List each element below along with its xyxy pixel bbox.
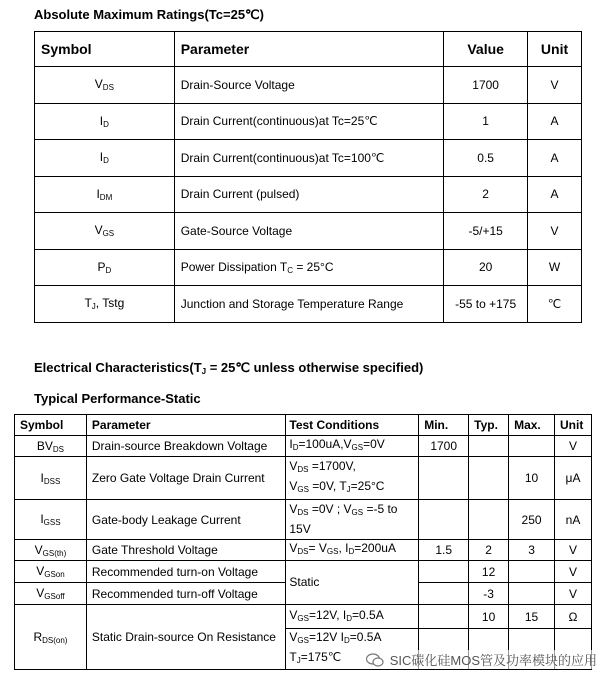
min-cell [419, 561, 469, 583]
unit-cell: A [528, 140, 582, 177]
abs-max-header-row [35, 32, 582, 67]
parameter-cell: Static Drain-source On Resistance [86, 605, 285, 670]
elec-subheading: Typical Performance-Static [34, 391, 201, 406]
symbol-cell: $BV_{DS}$ [15, 436, 87, 457]
test-conditions-cell: $V_{DS}= V_{GS}$, $I_D=200uA$ [286, 540, 419, 561]
parameter-cell: Drain Current(continuous)at Tc=25℃ [174, 103, 444, 140]
value-cell: 1700 [444, 67, 528, 104]
table-row [15, 436, 592, 457]
typ-cell: 2 [469, 540, 509, 561]
test-conditions-cell: $V_{DS} =1700V$, $V_{GS} =0V$, $T_J=25^\circ C$ [286, 457, 419, 500]
header-symbol: Symbol [15, 415, 87, 436]
max-cell: 10 [509, 457, 555, 500]
header-symbol: Symbol [35, 32, 175, 67]
symbol-cell: $V_{GS(th)}$ [15, 540, 87, 561]
unit-cell: V [555, 540, 592, 561]
parameter-cell: Drain-source Breakdown Voltage [86, 436, 285, 457]
symbol-cell: $V_{GS}$ [35, 213, 175, 250]
watermark: SIC碳化硅MOS管及功率模块的应用 [366, 650, 597, 669]
unit-cell: V [528, 213, 582, 250]
header-value: Value [444, 32, 528, 67]
max-cell [509, 583, 555, 605]
unit-cell: V [555, 436, 592, 457]
header-unit: Unit [528, 32, 582, 67]
unit-cell: μA [555, 457, 592, 500]
table-row [15, 500, 592, 540]
unit-cell: V [555, 561, 592, 583]
max-cell [509, 436, 555, 457]
elec-heading: Electrical $Characteristics(T_J$ = 25℃ unless otherwise specified) [34, 360, 424, 376]
table-row [15, 457, 592, 500]
parameter-cell: Junction and Storage Temperature Range [174, 286, 444, 323]
symbol-cell: $R_{DS(on)}$ [15, 605, 87, 670]
symbol-cell: $I_D$ [35, 140, 175, 177]
table-row [15, 605, 592, 629]
parameter-cell: Gate-Source Voltage [174, 213, 444, 250]
abs-max-heading: Absolute Maximum Ratings(Tc=25℃) [34, 7, 264, 22]
min-cell: 1700 [419, 436, 469, 457]
unit-cell: W [528, 249, 582, 286]
unit-cell: Ω [555, 605, 592, 629]
test-conditions-cell: $I_D=100uA,V_{GS}=0V$ [286, 436, 419, 457]
typ-cell: 10 [469, 605, 509, 629]
parameter-cell: Recommended turn-on Voltage [86, 561, 285, 583]
parameter-cell: Gate Threshold Voltage [86, 540, 285, 561]
parameter-cell: Recommended turn-off Voltage [86, 583, 285, 605]
table-row [15, 540, 592, 561]
value-cell: 2 [444, 176, 528, 213]
wechat-icon [366, 653, 384, 667]
symbol-cell: $V_{DS}$ [35, 67, 175, 104]
abs-max-table [34, 31, 582, 323]
unit-cell: V [555, 583, 592, 605]
symbol-cell: $I_{GSS}$ [15, 500, 87, 540]
parameter-cell: Power Dissipation $T_C = 25^\circ C$ [174, 249, 444, 286]
unit-cell: V [528, 67, 582, 104]
unit-cell: A [528, 176, 582, 213]
symbol-cell: $T_J$, Tstg [35, 286, 175, 323]
table-row [35, 213, 582, 250]
max-cell: 15 [509, 605, 555, 629]
typ-cell: 12 [469, 561, 509, 583]
header-unit: Unit [555, 415, 592, 436]
value-cell: -5/+15 [444, 213, 528, 250]
header-max: Max. [509, 415, 555, 436]
min-cell [419, 457, 469, 500]
test-conditions-cell: Static [286, 561, 419, 605]
value-cell: -55 to +175 [444, 286, 528, 323]
max-cell: 3 [509, 540, 555, 561]
parameter-cell: Drain Current (pulsed) [174, 176, 444, 213]
unit-cell: A [528, 103, 582, 140]
parameter-cell: Zero Gate Voltage Drain Current [86, 457, 285, 500]
symbol-cell: $V_{GSon}$ [15, 561, 87, 583]
unit-cell: ℃ [528, 286, 582, 323]
typ-cell [469, 436, 509, 457]
symbol-cell: $I_{DSS}$ [15, 457, 87, 500]
min-cell [419, 605, 469, 629]
value-cell: 20 [444, 249, 528, 286]
header-min: Min. [419, 415, 469, 436]
max-cell: 250 [509, 500, 555, 540]
table-row [35, 249, 582, 286]
header-test-conditions: Test Conditions [286, 415, 419, 436]
table-row [15, 561, 592, 583]
min-cell [419, 583, 469, 605]
min-cell: 1.5 [419, 540, 469, 561]
header-parameter: Parameter [174, 32, 444, 67]
table-row [35, 140, 582, 177]
table-row [35, 103, 582, 140]
symbol-cell: $V_{GSoff}$ [15, 583, 87, 605]
test-conditions-cell: $V_{GS}=12V$ $I_D=0.5A$ $T_J=175℃$ [286, 629, 419, 670]
symbol-cell: $I_{DM}$ [35, 176, 175, 213]
typ-cell [469, 457, 509, 500]
symbol-cell: $P_D$ [35, 249, 175, 286]
parameter-cell: Gate-body Leakage Current [86, 500, 285, 540]
test-conditions-cell: $V_{GS}=12V$, $I_D=0.5A$ [286, 605, 419, 629]
symbol-cell: $I_D$ [35, 103, 175, 140]
value-cell: 0.5 [444, 140, 528, 177]
table-row [35, 176, 582, 213]
max-cell [509, 561, 555, 583]
header-parameter: Parameter [86, 415, 285, 436]
parameter-cell: Drain-Source Voltage [174, 67, 444, 104]
unit-cell: nA [555, 500, 592, 540]
table-row [35, 286, 582, 323]
value-cell: 1 [444, 103, 528, 140]
parameter-cell: Drain Current(continuous)at Tc=100℃ [174, 140, 444, 177]
table-row [35, 67, 582, 104]
header-typ: Typ. [469, 415, 509, 436]
test-conditions-cell: $V_{DS} =0V$ ; $V_{GS} =-5$ to 15V [286, 500, 419, 540]
elec-header-row [15, 415, 592, 436]
typ-cell: -3 [469, 583, 509, 605]
elec-table [14, 414, 592, 670]
typ-cell [469, 500, 509, 540]
min-cell [419, 500, 469, 540]
